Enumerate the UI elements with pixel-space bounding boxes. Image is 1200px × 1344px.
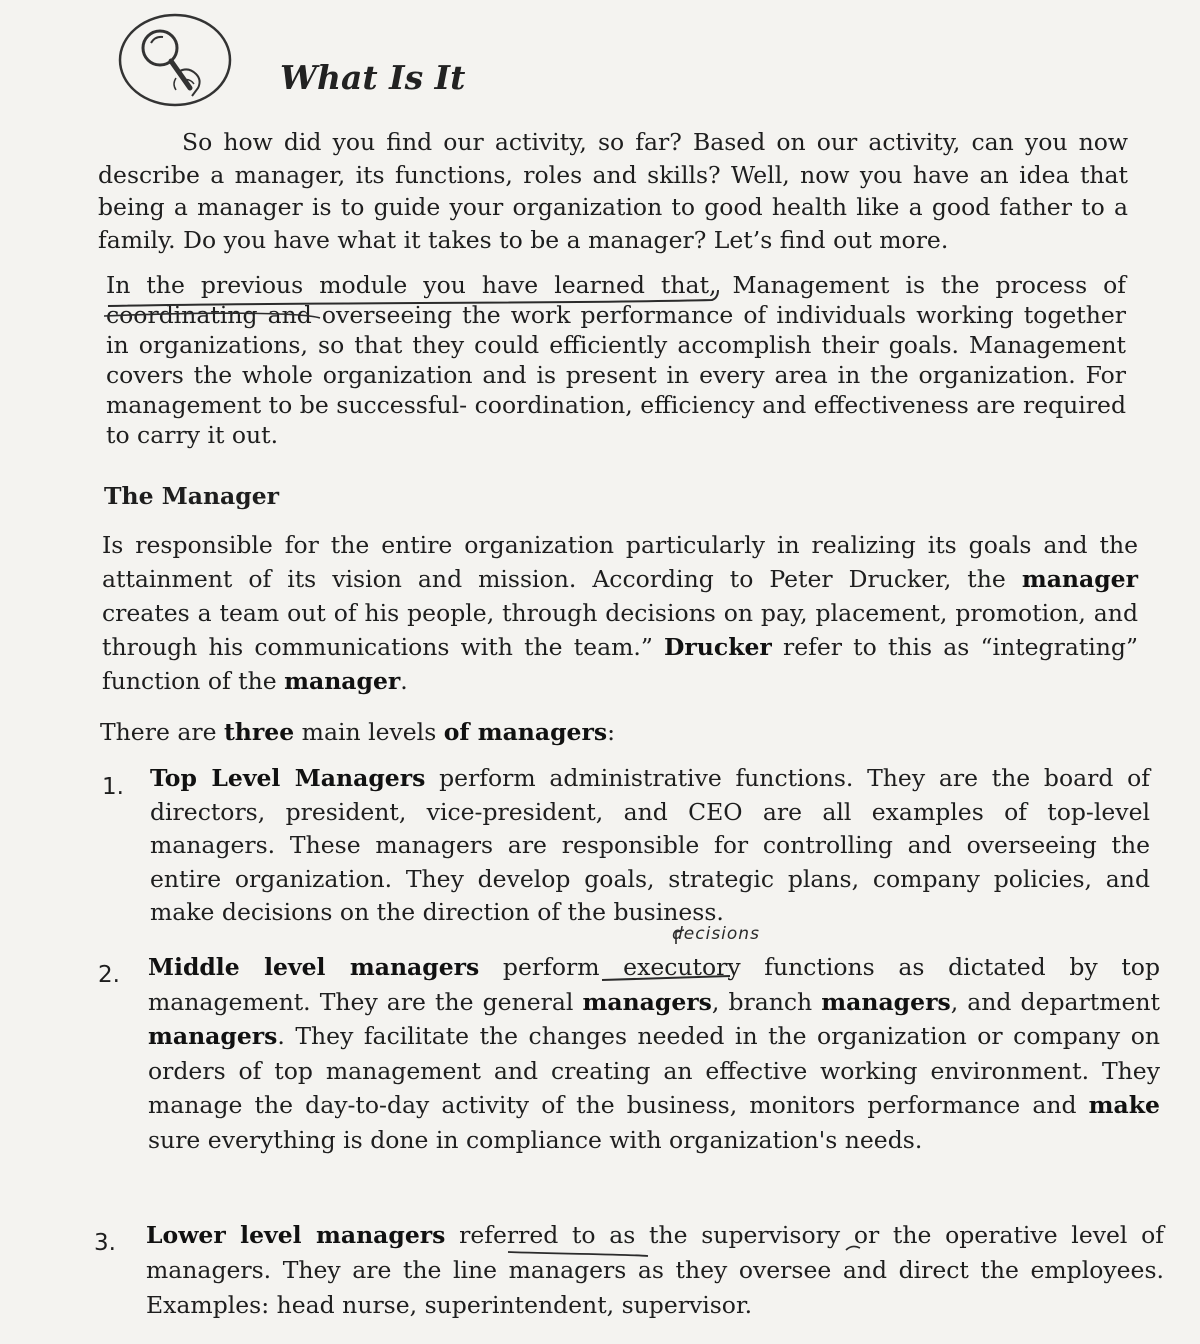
list-number: 2. [98, 962, 120, 988]
page-title: What Is It [280, 58, 466, 97]
list-number: 1. [102, 774, 124, 800]
list-item-text: Middle level managers perform executory functions as dictated by top management. They are the general managers, branch managers, and department managers. They facilitate the changes needed in the organization or company on orders of top management and creating an effective working environment. They manage the day-to-day activity of the business, monitors performance and make sure everything is done in compliance with organization's needs. [148, 953, 1161, 1154]
list-item-text: Lower level managers referred to as the supervisory or the operative level of managers. They are the line managers as they oversee and direct the employees. Examples: head nurse, superintendent, supervisor. [146, 1221, 1164, 1319]
list-item-text: Top Level Managers perform administrative functions. They are the board of directors, president, vice-president, and CEO are all examples of top-level managers. These managers are responsible for controlling and overseeing the entire organization. They develop goals, strategic plans, company policies, and make decisions on the direction of the business. [150, 764, 1150, 926]
section-heading: The Manager [104, 482, 280, 510]
magnifying-glass-icon [116, 10, 234, 110]
levels-intro: There are three main levels of managers: [100, 718, 616, 746]
manager-paragraph: Is responsible for the entire organization particularly in realizing its goals and the attainment of its vision and mission. According to Peter Drucker, the manager creates a team out of his people, through decisions on pay, placement, promotion, and through his communications with the team.” Drucker refer to this as “integrating” function of the manager. [102, 531, 1138, 695]
list-number: 3. [94, 1230, 116, 1256]
intro-paragraph: So how did you find our activity, so far? Based on our activity, can you now describe a manager, its functions, roles and skills? Well, now you have an idea that being a manager is to guide your organization to good health like a good father to a family. Do you have what it takes to be a manager? Let’s find out more. [98, 128, 1128, 254]
management-definition: In the previous module you have learned that, Management is the process of coordinating and overseeing the work performance of individuals working together in organizations, so that they could efficiently accomplish their goals. Management covers the whole organization and is present in every area in the organization. For management to be successful- coordination, efficiency and effectiveness are required to carry it out. [106, 271, 1126, 449]
handwritten-note: decisions [672, 924, 760, 944]
